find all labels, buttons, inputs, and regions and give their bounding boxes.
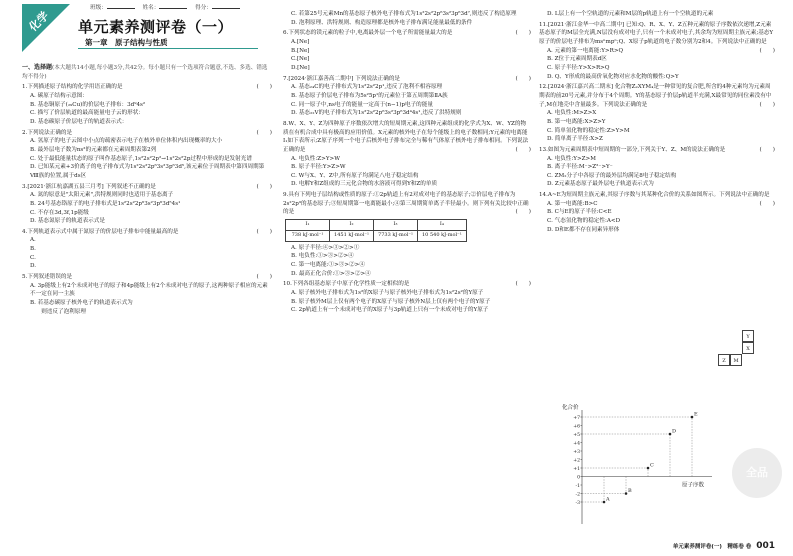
question-number: 1. — [22, 84, 28, 91]
question-text: 具有下列电子层结构或性质的原子:①2p轨道上有2对成对电子的基态原子;②价层电子排布为2s²2p³的基态原子;③短周期第一电离能最小;④第三周期简单离子半径最小。则下列有关比较中正确的是 — [283, 192, 529, 216]
point-label: D — [672, 428, 677, 435]
answer-blank[interactable]: ( ) — [256, 129, 272, 136]
subject-tag-text: 化学 — [26, 9, 52, 34]
question-text: 下列各组基态原子中原子化学性质一定相似的是 — [291, 281, 410, 288]
question-text: [2021·浙江杭嘉湖五县三月考] 下列叙述不正确的是 — [27, 183, 156, 190]
title-divider — [78, 48, 258, 49]
answer-option[interactable]: B. 基态铜原子(₂₉Cu)的价层电子排布：3d⁹4s² — [30, 101, 146, 108]
question-number: 13. — [539, 146, 548, 153]
question — [283, 29, 531, 72]
question-number: 4. — [22, 228, 28, 235]
answer-blank[interactable]: ( ) — [256, 228, 272, 235]
answer-option[interactable]: A. 电负性:M>Z>X — [547, 110, 597, 117]
answer-option[interactable]: C. 2p轨道上有一个未成对电子的X原子与3p轨道上只有一个未成对电子的Y原子 — [291, 307, 489, 314]
class-label: 班级： — [90, 5, 107, 11]
question — [283, 10, 531, 27]
answer-option[interactable]: D. 电解Y和Z组成的三元化合物的水溶液可得到Y和Z的单质 — [291, 181, 438, 188]
question — [539, 21, 775, 82]
column-1 — [22, 63, 272, 316]
point-label: C — [650, 462, 654, 469]
answer-blank[interactable]: ( ) — [515, 75, 531, 82]
question — [283, 280, 531, 315]
answer-option[interactable]: A. 3p能级上有2个未成对电子的原子和4p能级上有2个未成对电子的原子,这两种原子相应的元素不一定在同一主族 — [30, 282, 268, 298]
y-axis-label: 化合价 — [562, 405, 579, 411]
question-stem — [539, 83, 775, 109]
question — [22, 183, 272, 226]
answer-blank[interactable]: ( ) — [759, 146, 775, 153]
answer-option[interactable]: B. 原子核外M层上仅有两个电子的X原子与原子核外N层上仅有两个电子的Y原子 — [291, 298, 491, 305]
question-text: [2021·浙江金华一中高二期中] 已知:Q、R、X、Y、Z五种元素的原子序数依次递增,Z元素基态原子的M层全充满,N层没有成对电子,只有一个未成对电子,其余均为短周期主族元素;基态Y原子的价层电子排布为msⁿmpⁿ;Q、X原子p轨道的电子数分别为2和4。下列说法中正确的是 — [539, 21, 774, 45]
answer-option[interactable]: B. — [30, 246, 36, 253]
answer-option[interactable]: A. 电负性:Y>Z>M — [547, 155, 596, 162]
answer-option[interactable]: A. 第一电离能:B>C — [547, 200, 598, 207]
answer-blank[interactable]: ( ) — [759, 200, 775, 207]
data-point — [647, 467, 650, 470]
question — [22, 129, 272, 181]
student-fields — [90, 4, 246, 13]
question-text: 下列叙述错误的是 — [27, 274, 73, 281]
answer-option[interactable]: C. 若第25号元素Mn的基态原子核外电子排布式为1s²2s²2p⁶3s²3p⁶3d⁷,则违反了构造原理 — [291, 11, 517, 17]
answer-option[interactable]: B. C与E的原子半径:C<E — [547, 209, 612, 216]
answer-option[interactable]: C. 同一原子中,ns电子的能量一定高于(n−1)p电子的能量 — [291, 101, 433, 108]
class-input[interactable] — [107, 8, 135, 9]
answer-option[interactable]: C.[Ne] — [291, 56, 310, 63]
question-text: 下列描述原子结构的化学用语正确的是 — [27, 84, 123, 91]
question-text: A~E为短周期主族元素,其原子序数与其某种化合价的关系如图所示。下列说法中正确的是 — [547, 192, 770, 199]
table-header-cell: I₂ — [330, 220, 374, 231]
table-cell: 7733 kJ·mol⁻¹ — [374, 230, 418, 241]
y-tick-label: +6 — [573, 424, 580, 430]
answer-option[interactable]: A. 碳原子结构示意图： — [30, 92, 88, 99]
question-number: 11. — [539, 21, 548, 28]
question-stem — [283, 29, 531, 38]
question-number: 7. — [283, 75, 289, 82]
question-stem — [539, 146, 775, 155]
answer-option[interactable]: D. L层上有一个空轨道的元素和M层的p轨道上有一个空轨道的元素 — [547, 11, 714, 17]
y-tick-label: -3 — [575, 500, 580, 506]
table-header-row — [286, 220, 467, 231]
grid-cell-z: Z — [718, 354, 730, 366]
table-cell: 1451 kJ·mol⁻¹ — [330, 230, 374, 241]
answer-blank[interactable]: ( ) — [759, 101, 775, 108]
question-stem — [22, 228, 272, 237]
answer-option[interactable]: D. 已知某元素+3价离子的电子排布式为1s²2s²2p⁶3s²3p⁶3d⁵,该元素位于周期表中第四周期第Ⅷ族的位置,属于ds区 — [30, 164, 265, 179]
answer-option[interactable]: A. 基态₂₄C的电子排布式为1s²2s²2p¹,违反了泡利不相容原理 — [291, 84, 443, 91]
footer-label: 卷 — [745, 544, 752, 551]
answer-blank[interactable]: ( ) — [515, 30, 531, 37]
answer-option[interactable]: B.[Ne] — [291, 47, 310, 54]
table-row — [286, 230, 467, 241]
section-header — [22, 63, 272, 81]
answer-option[interactable]: D. 基态₂₂V的电子排布式为1s²2s²2p⁶3s²3p⁶3d⁴4s¹,违反了洪特规则 — [291, 110, 462, 117]
page-footer — [673, 540, 775, 554]
page-number: 001 — [756, 541, 775, 552]
answer-option[interactable]: C. ZM₂分子中各原子的最外层均满足8电子稳定结构 — [547, 172, 677, 179]
question — [539, 146, 775, 189]
answer-option[interactable]: B. 24号基态铬原子的电子排布式是1s²2s²2p⁶3s²3p⁶3d⁵4s¹ — [30, 200, 181, 207]
question-number: 10. — [283, 281, 292, 288]
subject-tag — [22, 4, 74, 52]
table-header-cell: I₄ — [418, 220, 467, 231]
question — [539, 191, 775, 234]
grid-cell-y: Y — [742, 330, 754, 342]
question-text: 下列状态的镁元素的粒子中,电离最外层一个电子所需能量最大的是 — [288, 30, 453, 37]
data-point — [691, 416, 694, 419]
answer-option[interactable]: A.[Ne] — [291, 38, 310, 45]
question-text: W、X、Y、Z为四种原子序数依次增大的短周期元素,这四种元素组成的化学式为X、W、YZ的物质在有机合成中具有极高的应用价值。X元素的核外电子在每个能级上的电子数相同;Y元素的电离能I₁如下表所示;Z原子序列一个电子后核外电子排布完全与稀有气体原子核外电子排布相同。下列说法正确的是 — [283, 120, 529, 153]
answer-option[interactable]: C. 描写了价层轨道的最高能量电子云的形状： — [30, 110, 144, 117]
answer-option[interactable]: A. 氮的原意是"太阳元素",洪特规则同时也适用于基态离子 — [30, 192, 174, 199]
answer-option[interactable]: D. 简单离子半径:X>Z — [547, 136, 603, 143]
y-tick-label: +5 — [573, 432, 580, 438]
name-label: 姓名： — [142, 5, 160, 11]
grid-cell-x: X — [742, 342, 754, 354]
y-tick-label: +1 — [573, 466, 580, 472]
answer-option[interactable]: B. 电负性:①>③>②>④ — [291, 253, 354, 260]
answer-option[interactable]: C. 处于最低能量状态的原子叫作基态原子,1s²2s²2p²→1s²2s²2p过程中形成的是发射光谱 — [30, 155, 252, 162]
col2-questions — [283, 10, 531, 315]
column-2 — [283, 8, 531, 315]
question — [22, 83, 272, 126]
answer-option[interactable]: C. 气态氢化物的稳定性:A<D — [547, 218, 621, 225]
question-number: 12. — [539, 84, 548, 91]
question-stem — [283, 280, 531, 289]
y-tick-label: -2 — [575, 492, 580, 498]
answer-blank[interactable]: ( ) — [759, 47, 775, 54]
answer-blank[interactable]: ( ) — [515, 146, 531, 153]
answer-option[interactable]: C. 第一电离能:①>③>②>④ — [291, 261, 365, 268]
answer-option[interactable]: D. — [30, 263, 37, 270]
page-title: 单元素养测评卷（一） — [78, 18, 234, 36]
answer-option[interactable]: A. 电负性:Z>Y>W — [291, 155, 340, 162]
point-label: E — [694, 411, 698, 418]
answer-option[interactable]: A. 元素的第一电离能:Y>R>Q — [547, 47, 624, 54]
table-cell: 738 kJ·mol⁻¹ — [286, 230, 330, 241]
score-input[interactable] — [212, 8, 240, 9]
footer-text: 单元素养测评卷(一) 精练卷 — [672, 544, 744, 551]
question-stem — [283, 120, 531, 155]
answer-option[interactable]: C. 简单氢化物的稳定性:Z>Y>M — [547, 127, 630, 134]
y-tick-label: +3 — [573, 449, 580, 455]
question — [283, 120, 531, 189]
answer-option[interactable]: D. 基态氮原子的轨道表示式是 — [30, 218, 105, 225]
question-text: [2024·浙江嘉兴高二期末] 化合物Z₂XYM₄是一种常见的复合肥,所含的4种元素均为元素周期表的前20号元素,并分布于4个周期。Y的基态原子价层p轨道半充满,X最常见的同位素没有中子,M在地壳中含量最多。下列说法正确的是 — [539, 84, 772, 108]
question-stem — [22, 129, 272, 138]
question-text: 下列说法正确的是 — [27, 129, 73, 136]
watermark-stamp: 全品 — [732, 448, 782, 498]
question-number: 9. — [283, 192, 289, 199]
answer-option[interactable]: D.[Ne] — [291, 64, 310, 71]
y-tick-label: 0 — [577, 475, 580, 481]
column-3 — [539, 8, 775, 234]
y-tick-label: +7 — [573, 415, 580, 421]
answer-blank[interactable]: ( ) — [256, 84, 272, 91]
answer-option[interactable]: B. 基态原子价层电子排布为5s²5p¹的元素位于第五周期第ⅡA族 — [291, 92, 448, 99]
question — [22, 273, 272, 316]
col3-questions — [539, 10, 775, 234]
answer-option[interactable]: D. Q、Y形成的最高价氧化物对应水化物的酸性:Q>Y — [547, 73, 679, 80]
question-number: 3. — [22, 183, 28, 190]
y-tick-label: +2 — [573, 458, 580, 464]
question-text: 如图为元素周期表中短周期的一部分,下列关于Y、Z、M的说法正确的是 — [547, 146, 726, 153]
answer-option[interactable]: A. 原子核外电子排布式为1s²的X原子与原子核外电子排布式为1s²2s²的Y原子 — [291, 289, 484, 296]
answer-blank[interactable]: ( ) — [515, 281, 531, 288]
chapter-subtitle: 第一章 原子结构与性质 — [85, 38, 168, 47]
answer-option[interactable]: C. W与X、Y、Z中,所有原子均满足八电子稳定结构 — [291, 172, 419, 179]
question — [539, 10, 775, 19]
question — [539, 83, 775, 144]
question — [22, 228, 272, 271]
answer-option[interactable]: A. 原子半径:④>③>②>① — [291, 244, 360, 251]
question-number: 5. — [22, 274, 28, 281]
answer-option[interactable]: D. 泡利原理、洪特规则、构造原理都是核外电子排布满足能量最低的条件 — [291, 19, 473, 26]
answer-option[interactable]: B. 第一电离能:X>Z>Y — [547, 118, 606, 125]
valence-chart — [560, 404, 720, 524]
answer-option[interactable]: D. 最高正化合价:①>③>②>④ — [291, 270, 371, 277]
section-title: 一、选择题 — [22, 64, 53, 71]
col1-questions — [22, 83, 272, 316]
question-stem — [22, 83, 272, 92]
question-number: 14. — [539, 192, 548, 199]
question-stem — [283, 191, 531, 217]
data-point — [625, 492, 628, 495]
question-number: 8. — [283, 120, 289, 127]
section-note: (本大题共14小题,每小题3分,共42分。每小题只有一个选项符合题意,不选、多选、错选均不得分) — [22, 65, 268, 80]
question-stem — [22, 273, 272, 282]
point-label: B — [628, 488, 632, 494]
answer-option[interactable]: B. 离子半径:M⁻>Z²⁻>Y⁻ — [547, 164, 613, 171]
answer-option[interactable]: 则违反了泡利原理 — [30, 308, 86, 315]
x-axis-label: 原子序数 — [682, 482, 705, 489]
question-text: 下列轨道表示式中属于氮原子的价层电子排布中能量最高的是 — [27, 228, 179, 235]
answer-option[interactable]: D. 基态碳原子价层电子的轨道表示式： — [30, 118, 128, 125]
question — [283, 191, 531, 278]
y-tick-label: +4 — [573, 441, 580, 447]
answer-option[interactable]: C. 原子半径:Y>X>R>Q — [547, 64, 610, 71]
answer-option[interactable]: C. — [30, 254, 36, 261]
grid-cell-m: M — [730, 354, 742, 366]
answer-blank[interactable]: ( ) — [515, 209, 531, 216]
question — [283, 75, 531, 118]
table-cell: 10 540 kJ·mol⁻¹ — [418, 230, 467, 241]
y-tick-label: -1 — [575, 483, 580, 489]
answer-option[interactable]: D. D和E都不存在同素异形体 — [547, 226, 620, 233]
answer-option[interactable]: C. 不存在3d,3f,1p能级 — [30, 209, 89, 216]
question-number: 2. — [22, 129, 28, 136]
name-input[interactable] — [159, 8, 187, 9]
answer-option[interactable]: D. Z元素基态原子最外层电子轨道表示式为 — [547, 181, 654, 188]
question-number: 6. — [283, 30, 289, 37]
question-text: [2024·浙江嘉善高二期中] 下列说法正确的是 — [288, 75, 401, 82]
answer-option[interactable]: B. 若基态碳原子核外电子的轨道表示式为 — [30, 300, 133, 307]
point-label: A — [606, 496, 610, 503]
question-stem — [283, 75, 531, 84]
answer-option[interactable]: A. — [30, 237, 36, 244]
question-stem — [22, 183, 272, 192]
answer-option[interactable]: A. 氢原子的电子云图中小点的疏密表示电子在核外单位体积内出现概率的大小 — [30, 138, 223, 145]
answer-blank[interactable]: ( ) — [256, 183, 272, 190]
answer-blank[interactable]: ( ) — [256, 274, 272, 281]
table-header-cell: I₃ — [374, 220, 418, 231]
score-label: 得分： — [195, 5, 212, 11]
data-point — [603, 501, 606, 504]
answer-option[interactable]: B. 原子半径:Y>Z>W — [291, 164, 346, 171]
data-point — [669, 433, 672, 436]
answer-option[interactable]: B. 最外层电子数为ns²的元素都在元素周期表第2列 — [30, 146, 157, 153]
answer-option[interactable]: B. Z位于元素周期表d区 — [547, 56, 607, 63]
table-header-cell: I₁ — [286, 220, 330, 231]
ionization-table — [285, 219, 467, 242]
